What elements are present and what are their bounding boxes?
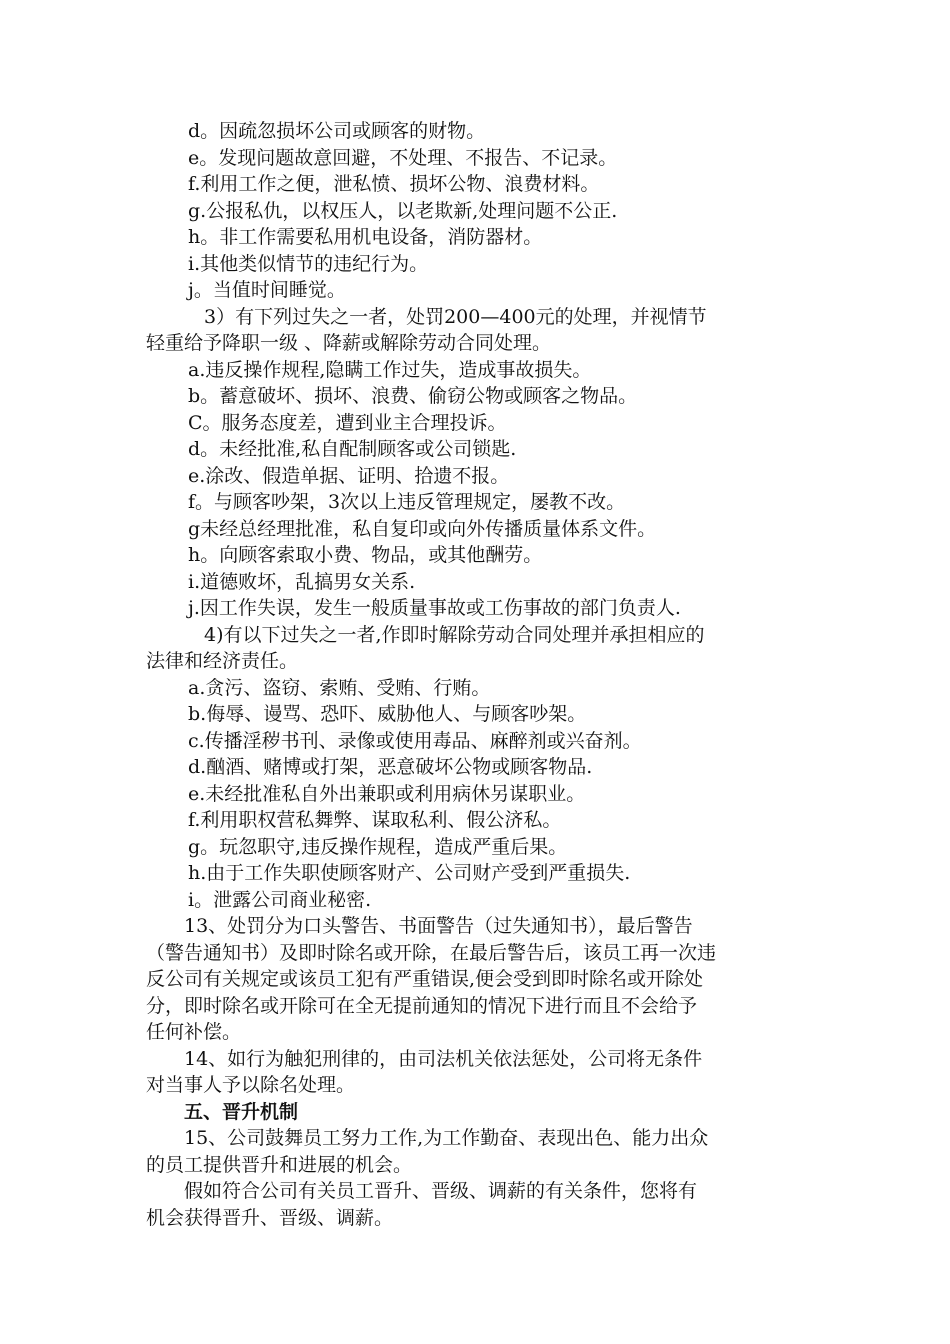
text-line: g.公报私仇，以权压人，以老欺新,处理问题不公正. (188, 199, 618, 222)
text-line: 13、处罚分为口头警告、书面警告（过失通知书），最后警告 (184, 915, 693, 937)
text-line: 任何补偿。 (146, 1021, 242, 1043)
text-line: f.利用工作之便，泄私愤、损坏公物、浪费材料。 (188, 173, 600, 195)
text-line: 轻重给予降职一级 、降薪或解除劳动合同处理。 (146, 332, 552, 354)
section-heading: 五、晋升机制 (184, 1100, 299, 1123)
text-line: 4)有以下过失之一者,作即时解除劳动合同处理并承担相应的 (204, 623, 705, 646)
text-line: 14、如行为触犯刑律的，由司法机关依法惩处，公司将无条件 (184, 1047, 703, 1070)
text-line: 机会获得晋升、晋级、调薪。 (146, 1206, 394, 1229)
text-line: h。非工作需要私用机电设备，消防器材。 (188, 226, 543, 248)
text-line: h.由于工作失职使顾客财产、公司财产受到严重损失. (188, 862, 631, 884)
text-line: e。发现问题故意回避，不处理、不报告、不记录。 (188, 146, 618, 169)
text-line: i。泄露公司商业秘密. (188, 888, 372, 911)
text-line: d。未经批准,私自配制顾客或公司锁匙. (188, 438, 517, 460)
text-line: 反公司有关规定或该员工犯有严重错误,便会受到即时除名或开除处 (146, 968, 704, 990)
text-line: f。与顾客吵架，3次以上违反管理规定，屡教不改。 (188, 491, 626, 513)
text-line: 假如符合公司有关员工晋升、晋级、调薪的有关条件，您将有 (184, 1180, 698, 1202)
text-line: 3）有下列过失之一者，处罚200—400元的处理，并视情节 (204, 305, 707, 328)
text-line: g未经总经理批准，私自复印或向外传播质量体系文件。 (188, 517, 657, 540)
text-line: 对当事人予以除名处理。 (146, 1074, 356, 1096)
text-line: 法律和经济责任。 (146, 650, 299, 672)
text-line: j.因工作失误，发生一般质量事故或工伤事故的部门负责人. (188, 597, 681, 619)
text-line: C。服务态度差，遭到业主合理投诉。 (188, 411, 507, 434)
text-line: i.其他类似情节的违纪行为。 (188, 252, 429, 275)
text-line: e.未经批准私自外出兼职或利用病休另谋职业。 (188, 782, 586, 805)
text-line: 分，即时除名或开除可在全无提前通知的情况下进行而且不会给予 (146, 994, 698, 1017)
text-line: j。当值时间睡觉。 (188, 279, 346, 301)
text-line: b.侮辱、谩骂、恐吓、威胁他人、与顾客吵架。 (188, 703, 587, 725)
text-line: b。蓄意破坏、损坏、浪费、偷窃公物或顾客之物品。 (188, 385, 638, 407)
text-line: h。向顾客索取小费、物品，或其他酬劳。 (188, 544, 543, 566)
text-line: a.违反操作规程,隐瞒工作过失，造成事故损失。 (188, 358, 592, 381)
text-line: i.道德败坏，乱搞男女关系. (188, 570, 416, 593)
text-line: d.酗酒、赌博或打架，恶意破坏公物或顾客物品. (188, 756, 593, 778)
text-line: d。因疏忽损坏公司或顾客的财物。 (188, 120, 486, 142)
text-line: g。玩忽职守,违反操作规程，造成严重后果。 (188, 835, 568, 858)
text-line: e.涂改、假造单据、证明、拾遗不报。 (188, 464, 510, 487)
text-line: 15、公司鼓舞员工努力工作,为工作勤奋、表现出色、能力出众 (184, 1127, 709, 1149)
document-body (146, 118, 808, 1231)
text-line: f.利用职权营私舞弊、谋取私利、假公济私。 (188, 809, 562, 831)
text-line: c.传播淫秽书刊、录像或使用毒品、麻醉剂或兴奋剂。 (188, 729, 642, 752)
text-line: 的员工提供晋升和进展的机会。 (146, 1153, 413, 1176)
text-line: （警告通知书）及即时除名或开除，在最后警告后，该员工再一次违 (146, 941, 717, 964)
text-line: a.贪污、盗窃、索贿、受贿、行贿。 (188, 676, 491, 699)
